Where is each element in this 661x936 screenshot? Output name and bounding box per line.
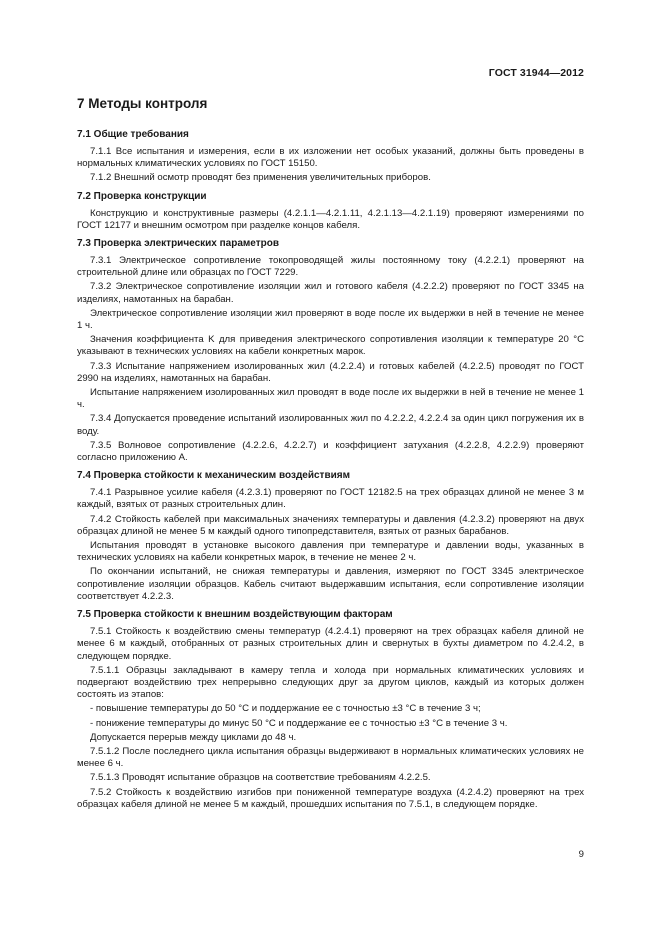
paragraph: 7.5.2 Стойкость к воздействию изгибов при пониженной температуре воздуха (4.2.4.2) проверяют на трех образцах кабеля длиной не менее 5 м каждый, прошедших испытания по 7.5.1, в следующем порядке. [77,786,584,810]
paragraph: Конструкцию и конструктивные размеры (4.2.1.1—4.2.1.11, 4.2.1.13—4.2.1.19) проверяют измерениями по ГОСТ 12177 и внешним осмотром при разделке концов кабеля. [77,207,584,231]
section-content [77,128,584,811]
paragraph: 7.3.4 Допускается проведение испытаний изолированных жил по 4.2.2.2, 4.2.2.4 за один цикл погружения их в воду. [77,413,584,437]
paragraph: 7.5.1.3 Проводят испытание образцов на соответствие требованиям 4.2.2.5. [90,772,431,784]
paragraph: 7.5.1.2 После последнего цикла испытания образцы выдерживают в нормальных климатических условиях не менее 6 ч. [77,745,584,770]
paragraph: 7.3.1 Электрическое сопротивление токопроводящей жилы постоянному току (4.2.2.1) проверяют на строительной длине или образцах по ГОСТ 7229. [77,255,584,279]
paragraph: 7.1.2 Внешний осмотр проводят без применения увеличительных приборов. [90,172,431,184]
paragraph: 7.5.1.1 Образцы закладывают в камеру тепла и холода при нормальных климатических условиях и подвергают воздействию трех непрерывно следующих друг за другом циклов, каждый из которых должен состоять из этапов: [77,664,584,701]
paragraph: Значения коэффициента K для приведения электрического сопротивления изоляции к температуре 20 °С указывают в технических условиях на кабели конкретных марок. [77,334,584,358]
paragraph: По окончании испытаний, не снижая температуры и давления, измеряют по ГОСТ 3345 электрическое сопротивление изоляции образцов. Кабель считают выдержавшим испытания, если сопротивление изоляции соответствует 4.2.2.3. [77,566,584,602]
subsection-heading: 7.1 Общие требования [77,129,189,140]
document-body [77,96,584,813]
standard-code: ГОСТ 31944—2012 [488,67,584,79]
paragraph: Допускается перерыв между циклами до 48 ч. [90,731,297,743]
paragraph: 7.4.1 Разрывное усилие кабеля (4.2.3.1) проверяют по ГОСТ 12182.5 на трех образцах длиной не менее 3 м каждый, взятых от разных строительных длин. [77,487,584,511]
section-title: 7 Методы контроля [77,96,208,111]
subsection-heading: 7.4 Проверка стойкости к механическим воздействиям [77,470,350,482]
paragraph: 7.3.2 Электрическое сопротивление изоляции жил и готового кабеля (4.2.2.2) проверяют по ГОСТ 3345 на изделиях, намотанных на барабан. [77,281,584,305]
paragraph: Электрическое сопротивление изоляции жил проверяют в воде после их выдержки в ней в течение не менее 1 ч. [77,307,584,332]
paragraph: 7.3.5 Волновое сопротивление (4.2.2.6, 4.2.2.7) и коэффициент затухания (4.2.2.8, 4.2.2.9) проверяют согласно приложению А. [77,439,584,464]
page-number: 9 [578,849,584,860]
subsection-heading: 7.2 Проверка конструкции [77,190,207,202]
subsection-heading: 7.5 Проверка стойкости к внешним воздействующим факторам [77,609,393,621]
paragraph: Испытание напряжением изолированных жил проводят в воде после их выдержки в ней в течение не менее 1 ч. [77,387,584,411]
paragraph: - понижение температуры до минус 50 °С и поддержание ее с точностью ±3 °С в течение 3 ч. [90,717,508,729]
paragraph: Испытания проводят в установке высокого давления при температуре и давлении воды, указанных в технических условиях на кабели конкретных марок, в течение не менее 2 ч. [77,540,584,564]
paragraph: 7.1.1 Все испытания и измерения, если в их изложении нет особых указаний, должны быть проведены в нормальных климатических условиях по ГОСТ 15150. [77,146,584,170]
paragraph: 7.3.3 Испытание напряжением изолированных жил (4.2.2.4) и готовых кабелей (4.2.2.5) проводят по ГОСТ 2990 на изделиях, намотанных на барабан. [77,360,584,384]
paragraph: - повышение температуры до 50 °С и поддержание ее с точностью ±3 °С в течение 3 ч; [90,703,481,715]
paragraph: 7.4.2 Стойкость кабелей при максимальных значениях температуры и давления (4.2.3.2) проверяют на двух образцах длиной не менее 5 м каждый одного типопредставителя, взятых от разных барабанов. [77,513,584,537]
subsection-heading: 7.3 Проверка электрических параметров [77,238,279,250]
paragraph: 7.5.1 Стойкость к воздействию смены температур (4.2.4.1) проверяют на трех образцах кабеля длиной не менее 6 м каждый, отобранных от разных строительных длин и свернутых в бухты диаметром по 4.2.4.2, в следующем порядке. [77,626,584,662]
